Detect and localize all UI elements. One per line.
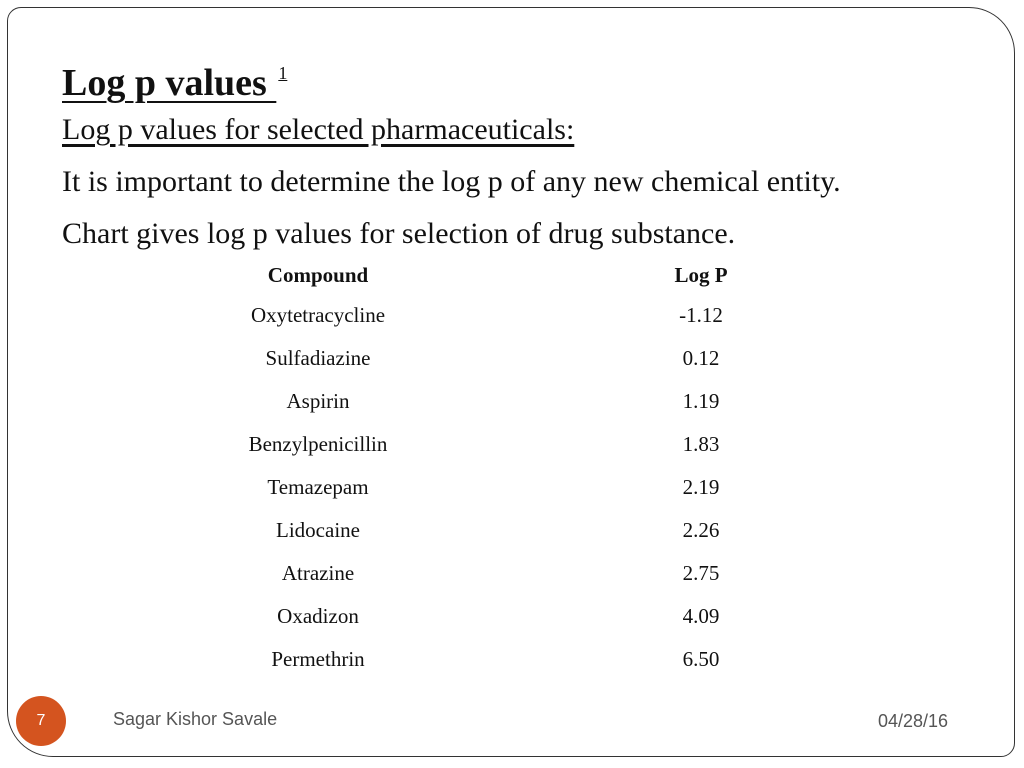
cell-log-p: 0.12 — [682, 346, 720, 370]
column-header-compound: Compound — [267, 262, 369, 287]
subtitle-text: Log p values for selected pharmaceuticals: — [62, 113, 575, 146]
table-row — [208, 552, 754, 595]
table-row — [208, 638, 754, 681]
cell-compound: Temazepam — [267, 475, 369, 499]
cell-log-p: 4.09 — [682, 604, 720, 628]
column-header-log-p: Log P — [674, 262, 728, 287]
column-spacer — [428, 256, 648, 294]
table-row — [208, 509, 754, 552]
slide-title-text: Log p values — [62, 62, 277, 104]
column-spacer — [428, 638, 648, 681]
table-row — [208, 423, 754, 466]
body-line-chart-note — [62, 216, 735, 252]
slide-number-badge — [16, 696, 66, 746]
cell-log-p: 1.19 — [682, 389, 720, 413]
footer-date: 04/28/16 — [878, 711, 949, 731]
column-spacer — [428, 294, 648, 337]
column-spacer — [428, 552, 648, 595]
log-p-table — [208, 256, 754, 681]
slide-number: 7 — [36, 712, 46, 729]
column-spacer — [428, 595, 648, 638]
cell-compound: Atrazine — [281, 561, 355, 585]
slide-subtitle — [62, 112, 574, 148]
table-row — [208, 466, 754, 509]
table-row — [208, 337, 754, 380]
cell-log-p: -1.12 — [679, 303, 723, 327]
table-header-row — [208, 256, 754, 294]
cell-log-p: 2.19 — [682, 475, 720, 499]
cell-log-p: 6.50 — [682, 647, 720, 671]
table-row — [208, 294, 754, 337]
cell-compound: Oxadizon — [277, 604, 359, 628]
cell-compound: Oxytetracycline — [250, 303, 386, 327]
body-line-importance — [62, 164, 841, 200]
table-row — [208, 380, 754, 423]
column-spacer — [428, 423, 648, 466]
footer-author: Sagar Kishor Savale — [113, 709, 278, 729]
cell-compound: Lidocaine — [276, 518, 360, 542]
slide-title — [62, 50, 287, 106]
table-row — [208, 595, 754, 638]
cell-compound: Benzylpenicillin — [248, 432, 388, 456]
cell-compound: Aspirin — [286, 389, 350, 413]
cell-compound: Sulfadiazine — [265, 346, 371, 370]
column-spacer — [428, 509, 648, 552]
cell-log-p: 2.75 — [682, 561, 720, 585]
cell-log-p: 1.83 — [682, 432, 720, 456]
cell-log-p: 2.26 — [682, 518, 720, 542]
title-footnote-ref: 1 — [278, 63, 288, 83]
body-text-importance: It is important to determine the log p of any new chemical entity. — [62, 165, 841, 198]
column-spacer — [428, 466, 648, 509]
cell-compound: Permethrin — [271, 647, 365, 671]
column-spacer — [428, 337, 648, 380]
column-spacer — [428, 380, 648, 423]
body-text-chart-note: Chart gives log p values for selection of drug substance. — [62, 217, 736, 250]
